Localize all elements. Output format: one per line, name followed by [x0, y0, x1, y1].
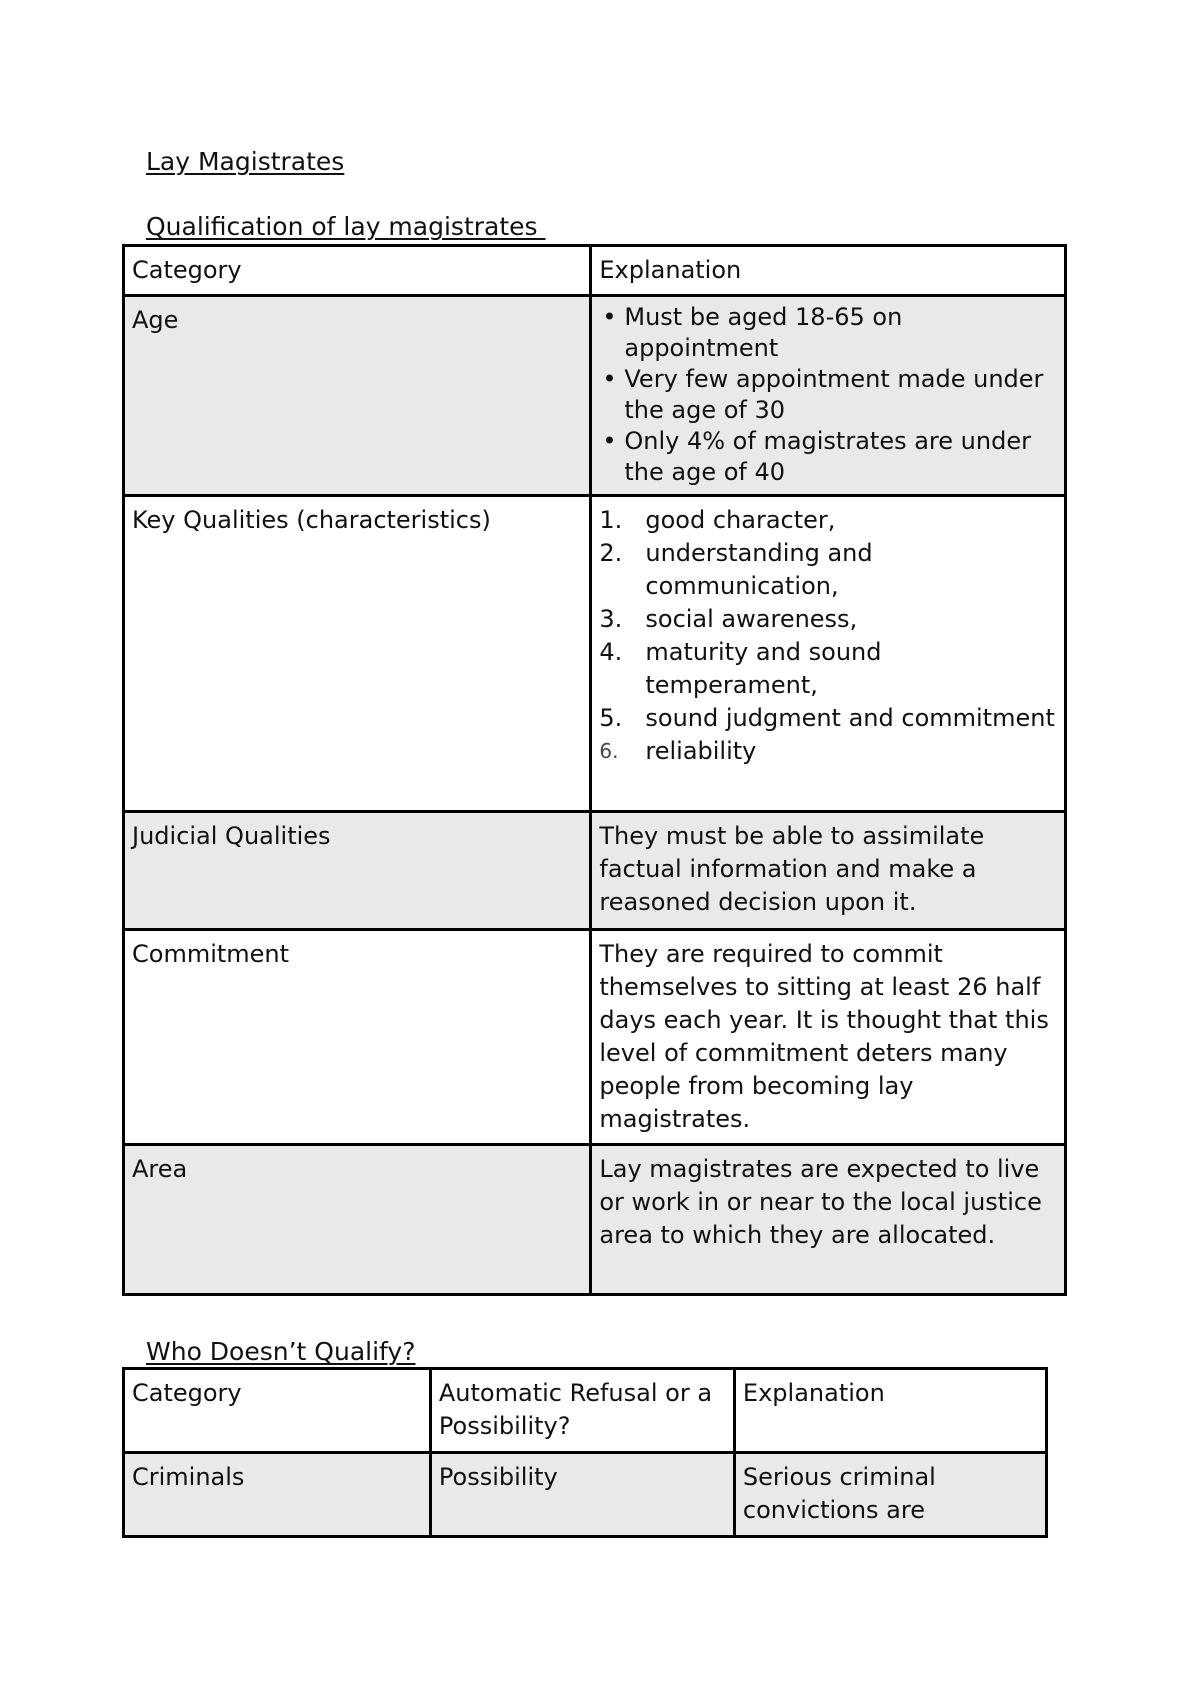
list-item: [599, 537, 1058, 603]
table-row: [124, 1145, 1066, 1295]
category-cell: Commitment: [124, 930, 591, 1145]
list-text: understanding and communication,: [645, 539, 873, 600]
list-item: [599, 364, 1058, 426]
age-bullet-list: [599, 302, 1058, 488]
list-number: 1.: [599, 506, 623, 534]
bullet-text: Only 4% of magistrates are under the age of 40: [624, 427, 1031, 486]
bullet-text: Very few appointment made under the age of 30: [624, 365, 1044, 424]
table-row: [124, 812, 1066, 930]
table-row: [124, 930, 1066, 1145]
explanation-cell: They are required to commit themselves to sitting at least 26 half days each year. It is thought that this level of commitment deters many people from becoming lay magistrates.: [591, 930, 1066, 1145]
list-item: [599, 636, 1058, 702]
list-number: 3.: [599, 605, 623, 633]
list-text: good character,: [645, 506, 836, 534]
list-number: 2.: [599, 539, 623, 567]
category-cell: Judicial Qualities: [124, 812, 591, 930]
header-explanation: Explanation: [591, 246, 1066, 296]
header-category: Category: [124, 246, 591, 296]
category-cell: Age: [124, 296, 591, 496]
header-refusal: Automatic Refusal or a Possibility?: [430, 1369, 734, 1453]
list-text: reliability: [645, 737, 757, 765]
header-category: Category: [124, 1369, 431, 1453]
list-number: 4.: [599, 638, 623, 666]
list-item: [599, 735, 1058, 768]
list-item: [599, 702, 1058, 735]
list-item: [599, 426, 1058, 488]
category-cell: Area: [124, 1145, 591, 1295]
explanation-cell: They must be able to assimilate factual information and make a reasoned decision upon it.: [591, 812, 1066, 930]
header-explanation: Explanation: [734, 1369, 1046, 1453]
table-header-row: [124, 1369, 1047, 1453]
explanation-cell: Serious criminal convictions are: [734, 1453, 1046, 1537]
category-cell: Criminals: [124, 1453, 431, 1537]
refusal-cell: Possibility: [430, 1453, 734, 1537]
qualification-heading: Qualification of lay magistrates: [146, 212, 546, 241]
table-header-row: [124, 246, 1066, 296]
explanation-cell: [591, 296, 1066, 496]
bullet-icon: •: [602, 427, 617, 455]
table-row: [124, 296, 1066, 496]
qualification-table: [122, 244, 1067, 1296]
document-title: Lay Magistrates: [146, 147, 345, 176]
table-row: [124, 496, 1066, 812]
list-text: sound judgment and commitment: [645, 704, 1055, 732]
list-text: maturity and sound temperament,: [645, 638, 882, 699]
bullet-text: Must be aged 18-65 on appointment: [624, 303, 903, 362]
explanation-cell: Lay magistrates are expected to live or work in or near to the local justice area to which they are allocated.: [591, 1145, 1066, 1295]
category-cell: Key Qualities (characteristics): [124, 496, 591, 812]
list-text: social awareness,: [645, 605, 858, 633]
who-doesnt-qualify-heading: Who Doesn’t Qualify?: [146, 1337, 416, 1366]
explanation-cell: [591, 496, 1066, 812]
list-item: [599, 302, 1058, 364]
disqualification-table: [122, 1367, 1048, 1538]
table-row: [124, 1453, 1047, 1537]
bullet-icon: •: [602, 365, 617, 393]
qualities-numbered-list: [599, 504, 1058, 768]
list-number: 5.: [599, 704, 623, 732]
list-item: [599, 603, 1058, 636]
list-number: 6.: [599, 739, 619, 763]
bullet-icon: •: [602, 303, 617, 331]
list-item: [599, 504, 1058, 537]
